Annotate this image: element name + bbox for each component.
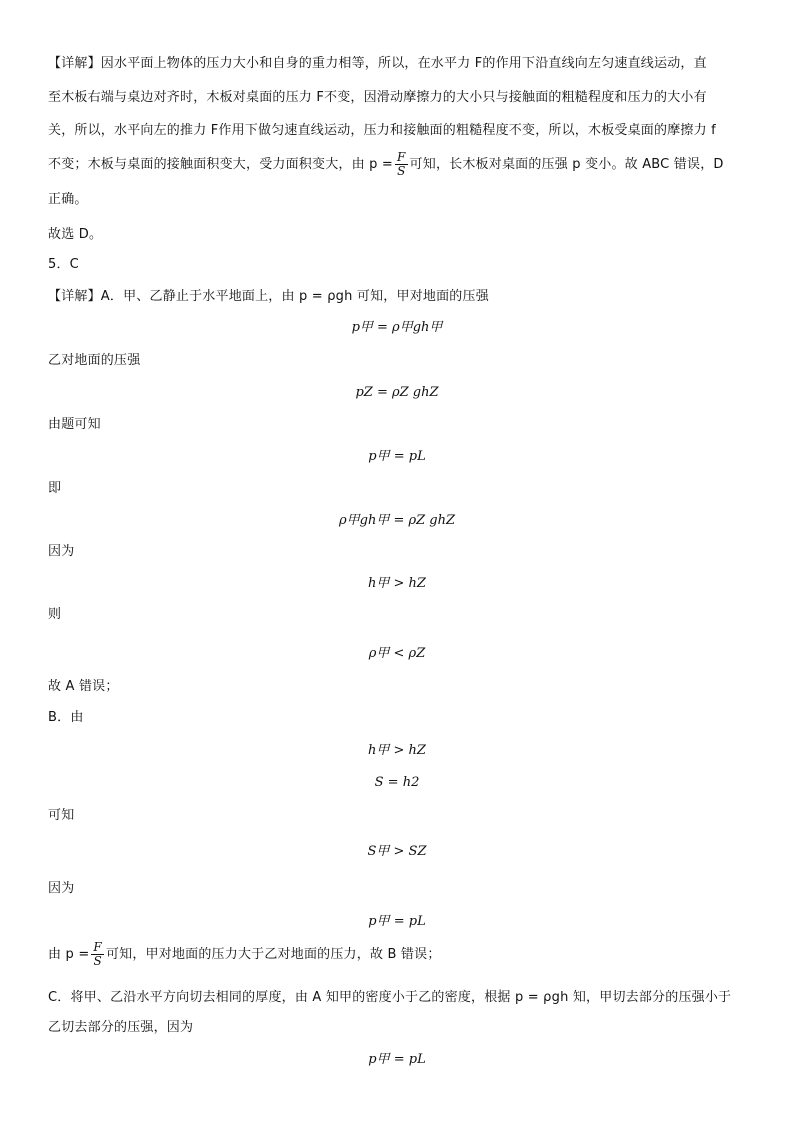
equation-rho-g-h: ρ甲gh甲 = ρZ ghZ (338, 513, 456, 528)
para1-line4 (48, 150, 748, 180)
ji-label: 即 (48, 481, 62, 496)
fraction-f-over-s-b: $\frac{F}{S}$ (93, 940, 102, 968)
fraction-f-over-s: $\frac{F}{S}$ (397, 150, 406, 178)
para1-line5: 正确。 (48, 192, 88, 207)
equation-s-eq: S = h2 (374, 775, 420, 790)
equation-p-equal-b: p甲 = pL (368, 914, 426, 929)
from-problem-label: 由题可知 (48, 417, 101, 432)
b-conclusion-line (48, 940, 748, 970)
b-line-pre: 由 p = (48, 947, 90, 962)
because-label-1: 因为 (48, 544, 75, 559)
para1-line2: 至木板右端与桌边对齐时，木板对桌面的压力 F不变，因滑动摩擦力的大小只与接触面的粗糙程度和压力的大小有 (48, 90, 707, 105)
equation-p-equal-c: p甲 = pL (368, 1052, 426, 1067)
equation-s-gt: S甲 > SZ (367, 844, 427, 859)
b-from-label: B．由 (48, 710, 84, 725)
yi-pressure-label: 乙对地面的压强 (48, 353, 141, 368)
equation-p-equal: p甲 = pL (368, 449, 426, 464)
equation-p-yi: pZ = ρZ ghZ (355, 385, 439, 400)
answer-choice: 故选 D。 (48, 227, 103, 242)
equation-h-gt: h甲 > hZ (368, 576, 426, 591)
then-label: 则 (48, 607, 62, 622)
b-line-post: 可知，甲对地面的压力大于乙对地面的压力，故 B 错误； (105, 947, 441, 962)
para1-line4-pre: 不变；木板与桌面的接触面积变大，受力面积变大，由 p = (48, 157, 394, 172)
para1-line4-post: 可知，长木板对桌面的压强 p 变小。故 ABC 错误，D (409, 157, 724, 172)
c-line1: C．将甲、乙沿水平方向切去相同的厚度，由 A 知甲的密度小于乙的密度，根据 p = ρgh 知，甲切去部分的压强小于 (48, 990, 732, 1005)
para1-line3: 关，所以，水平向左的推力 F作用下做匀速直线运动，压力和接触面的粗糙程度不变，所以，木板受桌面的摩擦力 f (48, 123, 716, 138)
q5-intro: 【详解】A．甲、乙静止于水平地面上，由 p = ρgh 可知，甲对地面的压强 (48, 289, 489, 304)
equation-h-gt-b: h甲 > hZ (368, 743, 426, 758)
equation-rho-lt: ρ甲 < ρZ (368, 646, 426, 661)
para1-line1: 【详解】因水平面上物体的压力大小和自身的重力相等，所以，在水平力 F的作用下沿直线向左匀速直线运动，直 (48, 56, 707, 71)
can-know-label: 可知 (48, 808, 75, 823)
a-wrong-label: 故 A 错误； (48, 679, 119, 694)
because-label-2: 因为 (48, 881, 75, 896)
question-5-header: 5．C (48, 257, 79, 272)
c-line2: 乙切去部分的压强，因为 (48, 1020, 194, 1035)
equation-p-jia: p甲 = ρ甲gh甲 (351, 320, 443, 335)
